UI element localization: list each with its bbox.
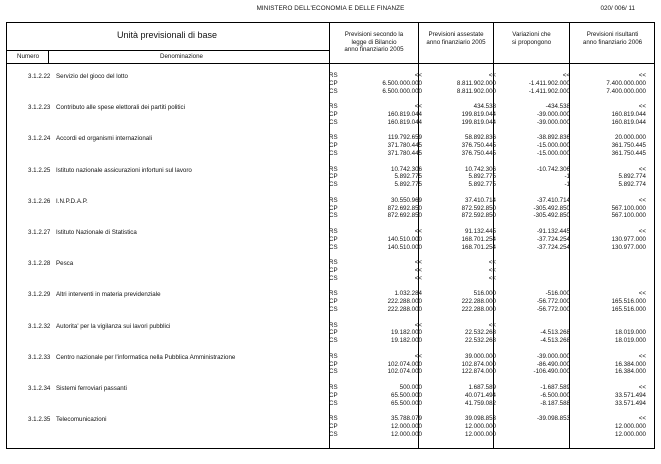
value-risultanti: 567.100.000 — [611, 212, 646, 220]
value-variazioni: -1 — [564, 173, 570, 181]
value-legge-bilancio: << — [414, 259, 422, 267]
section-title: Unità previsionali di base — [116, 30, 218, 40]
line-label: CP — [329, 266, 338, 274]
upb-name: Istituto Nazionale di Statistica — [56, 229, 137, 236]
value-risultanti: << — [638, 72, 646, 79]
line-label: RS — [329, 259, 338, 267]
value-line — [6, 361, 655, 369]
value-variazioni: -38.892.836 — [536, 134, 570, 142]
value-risultanti: 7.400.000.000 — [606, 79, 646, 87]
col-numero-header: Numero — [17, 53, 40, 60]
line-label: CS — [329, 212, 338, 220]
document-code: 020/ 006/ 11 — [600, 5, 635, 12]
value-line — [6, 119, 655, 127]
value-assestate: 12.000.000 — [465, 430, 496, 438]
value-legge-bilancio: 102.074.000 — [387, 368, 422, 376]
table-row — [6, 383, 655, 414]
upb-number: 3.1.2.22 — [28, 73, 51, 80]
upb-name: Istituto nazionale assicurazioni infortuni sul lavoro — [56, 166, 192, 174]
value-line — [6, 142, 655, 150]
table-row — [6, 71, 655, 102]
value-line — [6, 111, 655, 119]
value-assestate: << — [488, 274, 496, 282]
value-assestate: 168.701.254 — [461, 243, 496, 251]
value-legge-bilancio: 19.182.000 — [391, 337, 422, 345]
upb-name: Centro nazionale per l'informatica nella Pubblica Amministrazione — [56, 353, 236, 361]
value-line — [6, 244, 655, 252]
value-line — [6, 205, 655, 213]
value-legge-bilancio: << — [414, 72, 422, 79]
value-risultanti: 361.750.445 — [611, 149, 646, 157]
value-variazioni: -56.772.000 — [536, 298, 570, 306]
value-variazioni: -1 — [564, 181, 570, 189]
value-variazioni: -1.411.902.000 — [528, 79, 570, 87]
value-risultanti: 33.571.494 — [615, 391, 646, 399]
value-legge-bilancio: 5.892.775 — [394, 181, 422, 189]
value-line — [6, 267, 655, 275]
upb-name: Autorita' per la vigilanza sui lavori pubblici — [56, 322, 171, 330]
line-label: RS — [329, 415, 338, 423]
line-label: RS — [329, 103, 338, 111]
upb-number: 3.1.2.34 — [28, 385, 51, 392]
line-label: RS — [329, 165, 338, 173]
value-assestate: 168.701.254 — [461, 235, 496, 243]
value-legge-bilancio: 6.500.000.000 — [382, 87, 422, 95]
col4-header-line: Previsioni risultanti — [586, 31, 639, 38]
value-legge-bilancio: << — [414, 321, 422, 329]
value-line — [6, 212, 655, 220]
value-assestate: << — [488, 266, 496, 274]
value-assestate: 376.750.445 — [461, 149, 496, 157]
upb-name: Sistemi ferroviari passanti — [56, 385, 127, 392]
line-label: CS — [329, 399, 338, 407]
value-variazioni: -39.000.000 — [536, 118, 570, 126]
value-legge-bilancio: << — [414, 103, 422, 111]
value-variazioni: -1.411.902.000 — [528, 87, 570, 95]
line-label: CS — [329, 337, 338, 345]
value-variazioni: -56.772.000 — [536, 305, 570, 313]
value-risultanti: << — [638, 290, 646, 298]
value-variazioni: -39.000.000 — [536, 352, 570, 360]
line-label: CS — [329, 243, 338, 251]
value-risultanti: 5.892.774 — [618, 181, 646, 189]
value-legge-bilancio: 1.032.284 — [394, 290, 422, 298]
upb-name: Contributo alle spese elettorali dei partiti politici — [56, 104, 185, 112]
line-label: CP — [329, 204, 338, 212]
value-variazioni: -4.513.268 — [540, 337, 570, 345]
value-line — [6, 353, 655, 361]
col2-header — [419, 31, 493, 46]
value-risultanti: 18.019.000 — [615, 329, 646, 337]
upb-number: 3.1.2.24 — [28, 135, 51, 143]
line-label: CS — [329, 87, 338, 95]
value-variazioni: -91.132.445 — [536, 228, 570, 235]
header-title: MINISTERO DELL'ECONOMIA E DELLE FINANZE — [256, 5, 405, 12]
value-assestate: 39.000.000 — [465, 352, 496, 360]
value-line — [6, 423, 655, 431]
value-risultanti: << — [638, 103, 646, 111]
value-legge-bilancio: 102.074.000 — [387, 360, 422, 368]
value-line — [6, 72, 655, 80]
upb-number: 3.1.2.32 — [28, 322, 51, 330]
value-legge-bilancio: 872.692.850 — [387, 204, 422, 212]
col3-header-line: si propongono — [511, 38, 552, 46]
value-assestate: 222.288.000 — [461, 305, 496, 313]
value-legge-bilancio: << — [414, 228, 422, 235]
value-risultanti: 160.819.044 — [611, 110, 646, 118]
line-label: CP — [329, 422, 338, 430]
value-legge-bilancio: 500.000 — [399, 384, 422, 391]
line-label: CP — [329, 79, 338, 87]
value-line — [6, 228, 655, 236]
col1-header-line: anno finanziario 2005 — [344, 46, 404, 54]
value-variazioni: -15.000.000 — [536, 142, 570, 150]
table-row — [6, 352, 655, 383]
col2-header-line: Previsioni assestate — [428, 31, 484, 38]
value-legge-bilancio: 10.742.306 — [391, 165, 422, 173]
table-row — [6, 258, 655, 289]
line-label: CS — [329, 181, 338, 189]
subheader-divider — [6, 50, 329, 51]
value-line — [6, 88, 655, 96]
value-assestate: 376.750.445 — [461, 142, 496, 150]
value-variazioni: -8.187.588 — [540, 399, 570, 407]
value-risultanti: 160.819.044 — [611, 118, 646, 126]
value-legge-bilancio: 371.780.445 — [387, 142, 422, 150]
line-label: RS — [329, 384, 338, 391]
col4-header — [570, 31, 655, 46]
upb-name: Accordi ed organismi internazionali — [56, 135, 152, 143]
value-assestate: 40.071.494 — [465, 391, 496, 399]
line-label: RS — [329, 72, 338, 79]
table-row — [6, 102, 655, 133]
upb-number: 3.1.2.33 — [28, 353, 51, 361]
upb-name: Pesca — [56, 260, 74, 268]
value-line — [6, 322, 655, 330]
value-line — [6, 290, 655, 298]
value-risultanti: << — [638, 384, 646, 391]
value-variazioni: -37.724.254 — [536, 235, 570, 243]
upb-name: I.N.P.D.A.P. — [56, 197, 88, 205]
line-label: CP — [329, 360, 338, 368]
table-row — [6, 165, 655, 196]
line-label: RS — [329, 228, 338, 235]
value-variazioni: -6.500.000 — [540, 391, 570, 399]
line-label: CP — [329, 110, 338, 118]
value-assestate: 434.538 — [473, 103, 496, 111]
value-risultanti: << — [638, 415, 646, 423]
value-legge-bilancio: 371.780.445 — [387, 149, 422, 157]
line-label: RS — [329, 196, 338, 204]
value-variazioni: -39.000.000 — [536, 110, 570, 118]
upb-number: 3.1.2.29 — [28, 291, 51, 299]
value-variazioni: -1.687.589 — [540, 384, 570, 391]
value-risultanti: 16.384.000 — [615, 360, 646, 368]
value-legge-bilancio: << — [414, 352, 422, 360]
value-variazioni: -434.538 — [545, 103, 570, 111]
line-label: CS — [329, 430, 338, 438]
value-risultanti: 18.019.000 — [615, 337, 646, 345]
value-line — [6, 173, 655, 181]
value-line — [6, 80, 655, 88]
line-label: CP — [329, 298, 338, 306]
value-legge-bilancio: 12.000.000 — [391, 430, 422, 438]
value-line — [6, 392, 655, 400]
value-variazioni: -86.490.000 — [536, 360, 570, 368]
line-label: CP — [329, 173, 338, 181]
upb-number: 3.1.2.27 — [28, 229, 51, 236]
value-risultanti: << — [638, 165, 646, 173]
upb-name: Altri interventi in materia previdenziale — [56, 291, 161, 299]
value-assestate: << — [488, 259, 496, 267]
table-row — [6, 133, 655, 164]
value-line — [6, 259, 655, 267]
value-legge-bilancio: 65.500.000 — [391, 391, 422, 399]
upb-number: 3.1.2.23 — [28, 104, 51, 112]
value-line — [6, 384, 655, 392]
value-legge-bilancio: 160.819.044 — [387, 110, 422, 118]
table-row — [6, 227, 655, 258]
value-risultanti: 165.516.000 — [611, 305, 646, 313]
value-assestate: << — [488, 72, 496, 79]
line-label: CS — [329, 368, 338, 376]
value-assestate: 872.592.850 — [461, 204, 496, 212]
col4-header-line: anno finanziario 2006 — [582, 38, 643, 46]
value-assestate: 8.811.902.000 — [456, 87, 496, 95]
value-legge-bilancio: 19.182.000 — [391, 329, 422, 337]
line-label: RS — [329, 134, 338, 142]
value-assestate: 58.892.836 — [465, 134, 496, 142]
line-label: RS — [329, 352, 338, 360]
value-risultanti: 130.977.000 — [611, 243, 646, 251]
value-variazioni: << — [562, 72, 570, 79]
value-line — [6, 103, 655, 111]
value-line — [6, 298, 655, 306]
upb-number: 3.1.2.26 — [28, 197, 51, 205]
line-label: CS — [329, 305, 338, 313]
value-risultanti: << — [638, 228, 646, 235]
numero-divider — [48, 50, 49, 63]
table-row — [6, 289, 655, 320]
line-label: CP — [329, 142, 338, 150]
table-row — [6, 321, 655, 352]
value-legge-bilancio: 222.288.000 — [387, 305, 422, 313]
value-assestate: 39.098.853 — [465, 415, 496, 423]
value-legge-bilancio: 30.550.969 — [391, 196, 422, 204]
value-line — [6, 306, 655, 314]
value-line — [6, 181, 655, 189]
upb-name: Telecomunicazioni — [56, 416, 107, 424]
value-line — [6, 415, 655, 423]
value-line — [6, 368, 655, 376]
col-denominazione-header: Denominazione — [160, 53, 203, 60]
value-variazioni: -4.513.268 — [540, 329, 570, 337]
value-line — [6, 337, 655, 345]
value-risultanti: 12.000.000 — [615, 422, 646, 430]
value-risultanti: 16.384.000 — [615, 368, 646, 376]
value-risultanti: 20.000.000 — [615, 134, 646, 142]
col3-header-line: Variazioni che — [512, 31, 551, 38]
value-assestate: 199.819.044 — [461, 110, 496, 118]
table-row — [6, 414, 655, 445]
value-line — [6, 150, 655, 158]
value-legge-bilancio: << — [414, 274, 422, 282]
value-legge-bilancio: << — [414, 266, 422, 274]
table-row — [6, 196, 655, 227]
value-assestate: 8.811.902.000 — [456, 79, 496, 87]
value-line — [6, 275, 655, 283]
col1-header-line: legge di Bilancio — [351, 38, 397, 46]
value-assestate: 10.742.306 — [465, 165, 496, 173]
value-assestate: 122.874.000 — [461, 368, 496, 376]
value-assestate: 1.687.589 — [468, 384, 496, 391]
col3-header — [494, 31, 569, 46]
value-assestate: 199.819.044 — [461, 118, 496, 126]
value-legge-bilancio: 65.500.000 — [391, 399, 422, 407]
value-variazioni: -10.742.306 — [536, 165, 570, 173]
line-label: CP — [329, 391, 338, 399]
upb-number: 3.1.2.35 — [28, 416, 51, 424]
value-variazioni: -305.492.850 — [533, 204, 570, 212]
value-line — [6, 166, 655, 174]
value-assestate: 22.532.268 — [465, 329, 496, 337]
line-label: CP — [329, 329, 338, 337]
value-risultanti: 12.000.000 — [615, 430, 646, 438]
col1-header-line: Previsioni secondo la — [344, 31, 404, 38]
line-label: RS — [329, 290, 338, 298]
value-risultanti: 7.400.000.000 — [606, 87, 646, 95]
col1-header — [330, 31, 418, 54]
upb-number: 3.1.2.25 — [28, 166, 51, 174]
value-variazioni: -37.410.714 — [536, 196, 570, 204]
value-line — [6, 134, 655, 142]
value-legge-bilancio: 140.510.000 — [387, 235, 422, 243]
value-variazioni: -37.724.254 — [536, 243, 570, 251]
value-legge-bilancio: 119.792.659 — [388, 134, 422, 142]
value-variazioni: -305.492.850 — [533, 212, 570, 220]
upb-number: 3.1.2.28 — [28, 260, 51, 268]
value-assestate: 102.874.000 — [461, 360, 496, 368]
value-assestate: 41.759.082 — [465, 399, 496, 407]
value-variazioni: -106.490.000 — [533, 368, 570, 376]
value-risultanti: << — [638, 196, 646, 204]
value-line — [6, 329, 655, 337]
value-line — [6, 400, 655, 408]
value-assestate: 22.532.268 — [465, 337, 496, 345]
value-legge-bilancio: 6.500.000.000 — [382, 79, 422, 87]
value-legge-bilancio: 872.692.850 — [387, 212, 422, 220]
value-assestate: 516.000 — [473, 290, 496, 298]
col2-header-line: anno finanziario 2005 — [426, 38, 486, 46]
value-variazioni: -39.098.853 — [536, 415, 570, 423]
value-assestate: 37.410.714 — [465, 196, 496, 204]
value-risultanti: << — [638, 352, 646, 360]
value-assestate: 91.132.445 — [465, 228, 496, 235]
line-label: CS — [329, 274, 338, 282]
value-assestate: << — [488, 321, 496, 329]
value-assestate: 872.592.850 — [461, 212, 496, 220]
value-assestate: 5.892.775 — [468, 173, 496, 181]
value-risultanti: 5.892.774 — [618, 173, 646, 181]
header-divider — [6, 63, 655, 64]
value-legge-bilancio: 12.000.000 — [391, 422, 422, 430]
value-variazioni: -15.000.000 — [536, 149, 570, 157]
value-risultanti: 130.977.000 — [611, 235, 646, 243]
value-assestate: 5.892.775 — [468, 181, 496, 189]
value-legge-bilancio: 140.510.000 — [387, 243, 422, 251]
value-line — [6, 236, 655, 244]
value-assestate: 12.000.000 — [465, 422, 496, 430]
upb-name: Servizio del gioco del lotto — [56, 73, 128, 80]
line-label: CP — [329, 235, 338, 243]
line-label: RS — [329, 321, 338, 329]
value-risultanti: 33.571.494 — [615, 399, 646, 407]
value-legge-bilancio: 222.288.000 — [387, 298, 422, 306]
value-legge-bilancio: 160.819.044 — [387, 118, 422, 126]
value-assestate: 222.288.000 — [461, 298, 496, 306]
value-legge-bilancio: 5.892.775 — [394, 173, 422, 181]
value-line — [6, 431, 655, 439]
value-risultanti: 567.100.000 — [611, 204, 646, 212]
value-risultanti: 361.750.445 — [611, 142, 646, 150]
line-label: CS — [329, 149, 338, 157]
value-risultanti: 165.516.000 — [611, 298, 646, 306]
value-line — [6, 197, 655, 205]
line-label: CS — [329, 118, 338, 126]
value-variazioni: -516.000 — [545, 290, 570, 298]
value-legge-bilancio: 35.788.079 — [391, 415, 422, 423]
